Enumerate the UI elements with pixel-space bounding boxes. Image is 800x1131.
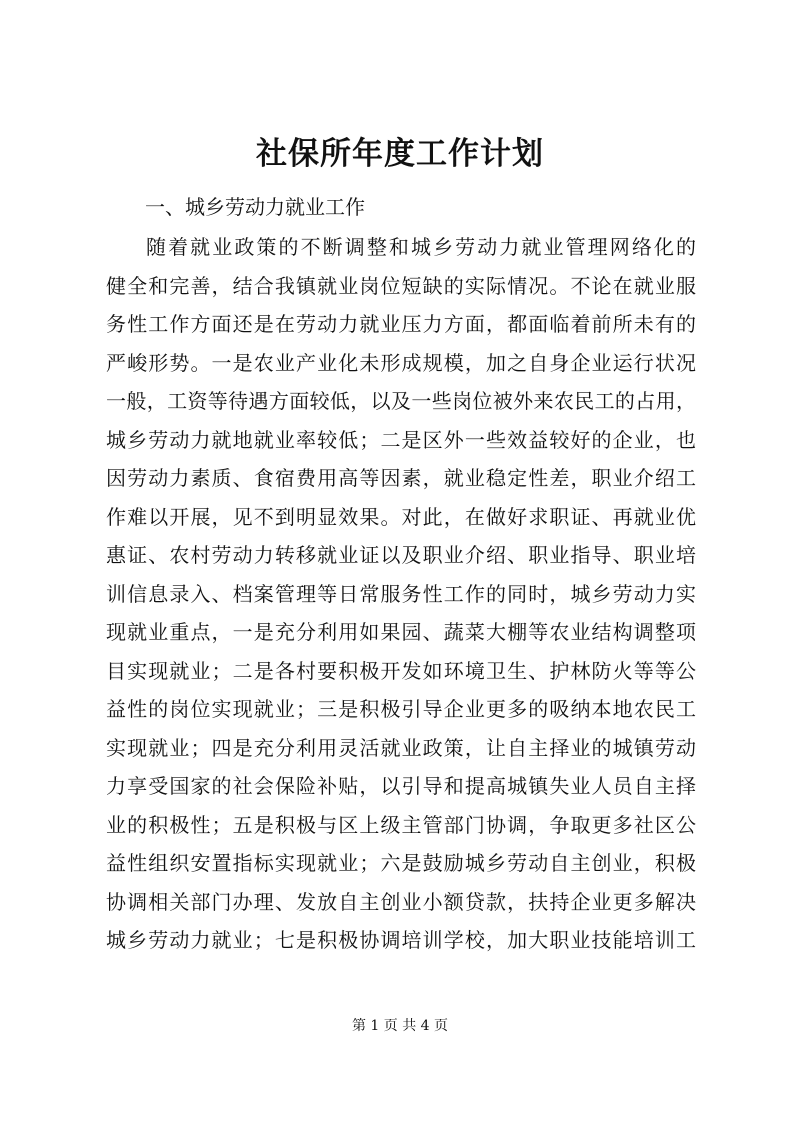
paragraph-line: 现就业重点，一是充分利用如果园、蔬菜大棚等农业结构调整项 (106, 620, 696, 644)
paragraph-line: 城乡劳动力就地就业率较低；二是区外一些效益较好的企业，也 (106, 427, 696, 452)
paragraph-line: 一般，工资等待遇方面较低，以及一些岗位被外来农民工的占用， (106, 389, 696, 413)
document-title: 社保所年度工作计划 (256, 136, 544, 172)
paragraph-line: 健全和完善，结合我镇就业岗位短缺的实际情况。不论在就业服 (106, 273, 696, 298)
paragraph-line: 因劳动力素质、食宿费用高等因素，就业稳定性差，职业介绍工 (106, 466, 696, 490)
paragraph-line: 业的积极性；五是积极与区上级主管部门协调，争取更多社区公 (106, 812, 696, 837)
page-number-footer: 第 1 页 共 4 页 (351, 1018, 449, 1034)
section-heading: 一、城乡劳动力就业工作 (145, 195, 365, 219)
paragraph-line: 城乡劳动力就业；七是积极协调培训学校，加大职业技能培训工 (106, 928, 696, 952)
paragraph-line: 务性工作方面还是在劳动力就业压力方面，都面临着前所未有的 (106, 312, 696, 336)
paragraph-line: 作难以开展，见不到明显效果。对此，在做好求职证、再就业优 (106, 504, 696, 529)
body-paragraph (106, 228, 696, 960)
paragraph-line: 协调相关部门办理、发放自主创业小额贷款，扶持企业更多解决 (106, 889, 696, 914)
paragraph-line: 严峻形势。一是农业产业化未形成规模，加之自身企业运行状况 (106, 350, 696, 375)
paragraph-line: 力享受国家的社会保险补贴，以引导和提高城镇失业人员自主择 (106, 774, 696, 798)
paragraph-line: 惠证、农村劳动力转移就业证以及职业介绍、职业指导、职业培 (106, 543, 696, 567)
paragraph-line: 实现就业；四是充分利用灵活就业政策，让自主择业的城镇劳动 (106, 735, 696, 760)
paragraph-line: 益性的岗位实现就业；三是积极引导企业更多的吸纳本地农民工 (106, 697, 696, 721)
paragraph-line: 目实现就业；二是各村要积极开发如环境卫生、护林防火等等公 (106, 658, 696, 683)
paragraph-line: 训信息录入、档案管理等日常服务性工作的同时，城乡劳动力实 (106, 581, 696, 606)
paragraph-line: 随着就业政策的不断调整和城乡劳动力就业管理网络化的 (146, 235, 696, 259)
paragraph-line: 益性组织安置指标实现就业；六是鼓励城乡劳动自主创业，积极 (106, 851, 696, 875)
